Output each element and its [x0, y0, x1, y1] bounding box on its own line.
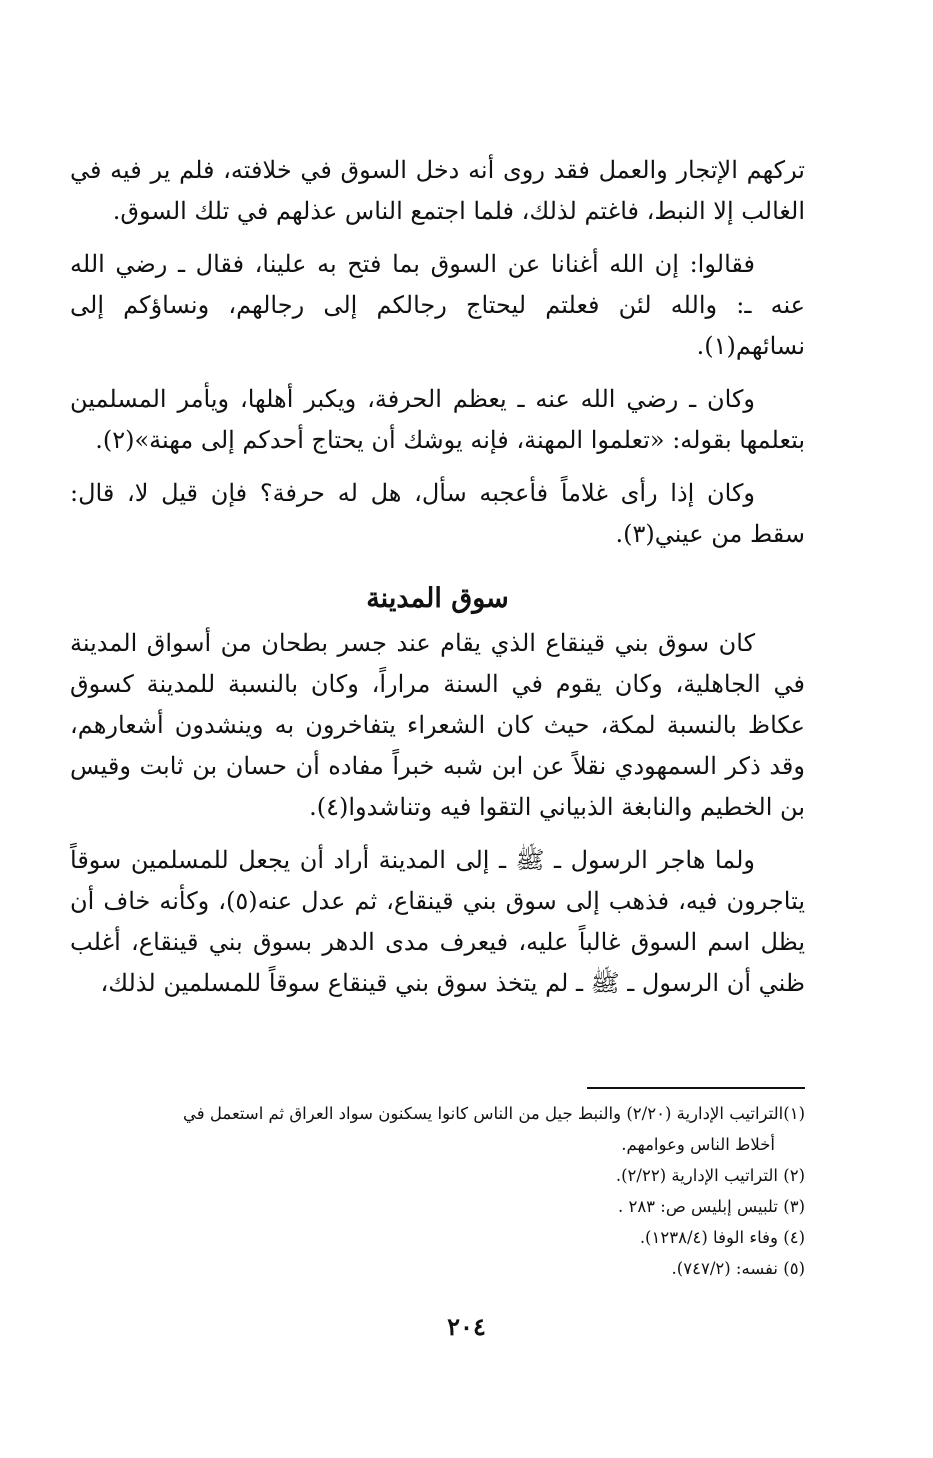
footnote-separator: [587, 1087, 805, 1089]
footnote-4: (٤) وفاء الوفا (١٢٣٨/٤).: [639, 1228, 805, 1247]
paragraph-4: وكان إذا رأى غلاماً فأعجبه سأل، هل له حرفة؟ فإن قيل لا، قال: سقط من عيني(٣).: [70, 479, 805, 548]
paragraph-6: ولما هاجر الرسول ـ ﷺ ـ إلى المدينة أراد أن يجعل للمسلمين سوقاً يتاجرون فيه، فذهب إلى سوق بني قينقاع، ثم عدل عنه(٥)، وكأنه خاف أن يظل اسم السوق غالباً عليه، فيعرف مدى الدهر بسوق بني قينقاع، أغلب ظني أن الرسول ـ ﷺ ـ لم يتخذ سوق بني قينقاع سوقاً للمسلمين لذلك،: [70, 846, 806, 997]
paragraph-3: وكان ـ رضي الله عنه ـ يعظم الحرفة، ويكبر أهلها، ويأمر المسلمين بتعلمها بقوله: «تعلموا المهنة، فإنه يوشك أن يحتاج أحدكم إلى مهنة»(٢).: [70, 385, 805, 454]
paragraph-2: فقالوا: إن الله أغنانا عن السوق بما فتح به علينا، فقال ـ رضي الله عنه ـ: والله لئن فعلتم ليحتاج رجالكم إلى رجالهم، ونساؤكم إلى نسائهم(١).: [70, 250, 806, 360]
footnote-1-continuation: أخلاط الناس وعوامهم.: [621, 1135, 775, 1154]
footnotes: [80, 1098, 805, 1284]
page-number: ٢٠٤: [447, 1312, 486, 1341]
footnote-3: (٣) تلبيس إبليس ص: ٢٨٣ .: [617, 1197, 805, 1216]
section-heading: سوق المدينة: [366, 583, 509, 614]
footnote-5: (٥) نفسه: (٧٤٧/٢).: [671, 1259, 805, 1278]
footnote-2: (٢) التراتيب الإدارية (٢/٢٢).: [615, 1166, 805, 1185]
paragraph-5: كان سوق بني قينقاع الذي يقام عند جسر بطحان من أسواق المدينة في الجاهلية، وكان يقوم في السنة مراراً، وكان بالنسبة للمدينة كسوق عكاظ بالنسبة لمكة، حيث كان الشعراء يتفاخرون به وينشدون أشعارهم، وقد ذكر السمهودي نقلاً عن ابن شبه خبراً مفاده أن حسان بن ثابت وقيس بن الخطيم والنابغة الذبياني التقوا فيه وتناشدوا(٤).: [70, 629, 805, 821]
footnote-1: (١)التراتيب الإدارية (٢/٢٠) والنبط جيل من الناس كانوا يسكنون سواد العراق ثم استعمل في: [183, 1104, 805, 1123]
main-text: [70, 150, 805, 1016]
paragraph-1: تركهم الإتجار والعمل فقد روى أنه دخل السوق في خلافته، فلم ير فيه في الغالب إلا النبط، فاغتم لذلك، فلما اجتمع الناس عذلهم في تلك السوق.: [70, 156, 805, 225]
